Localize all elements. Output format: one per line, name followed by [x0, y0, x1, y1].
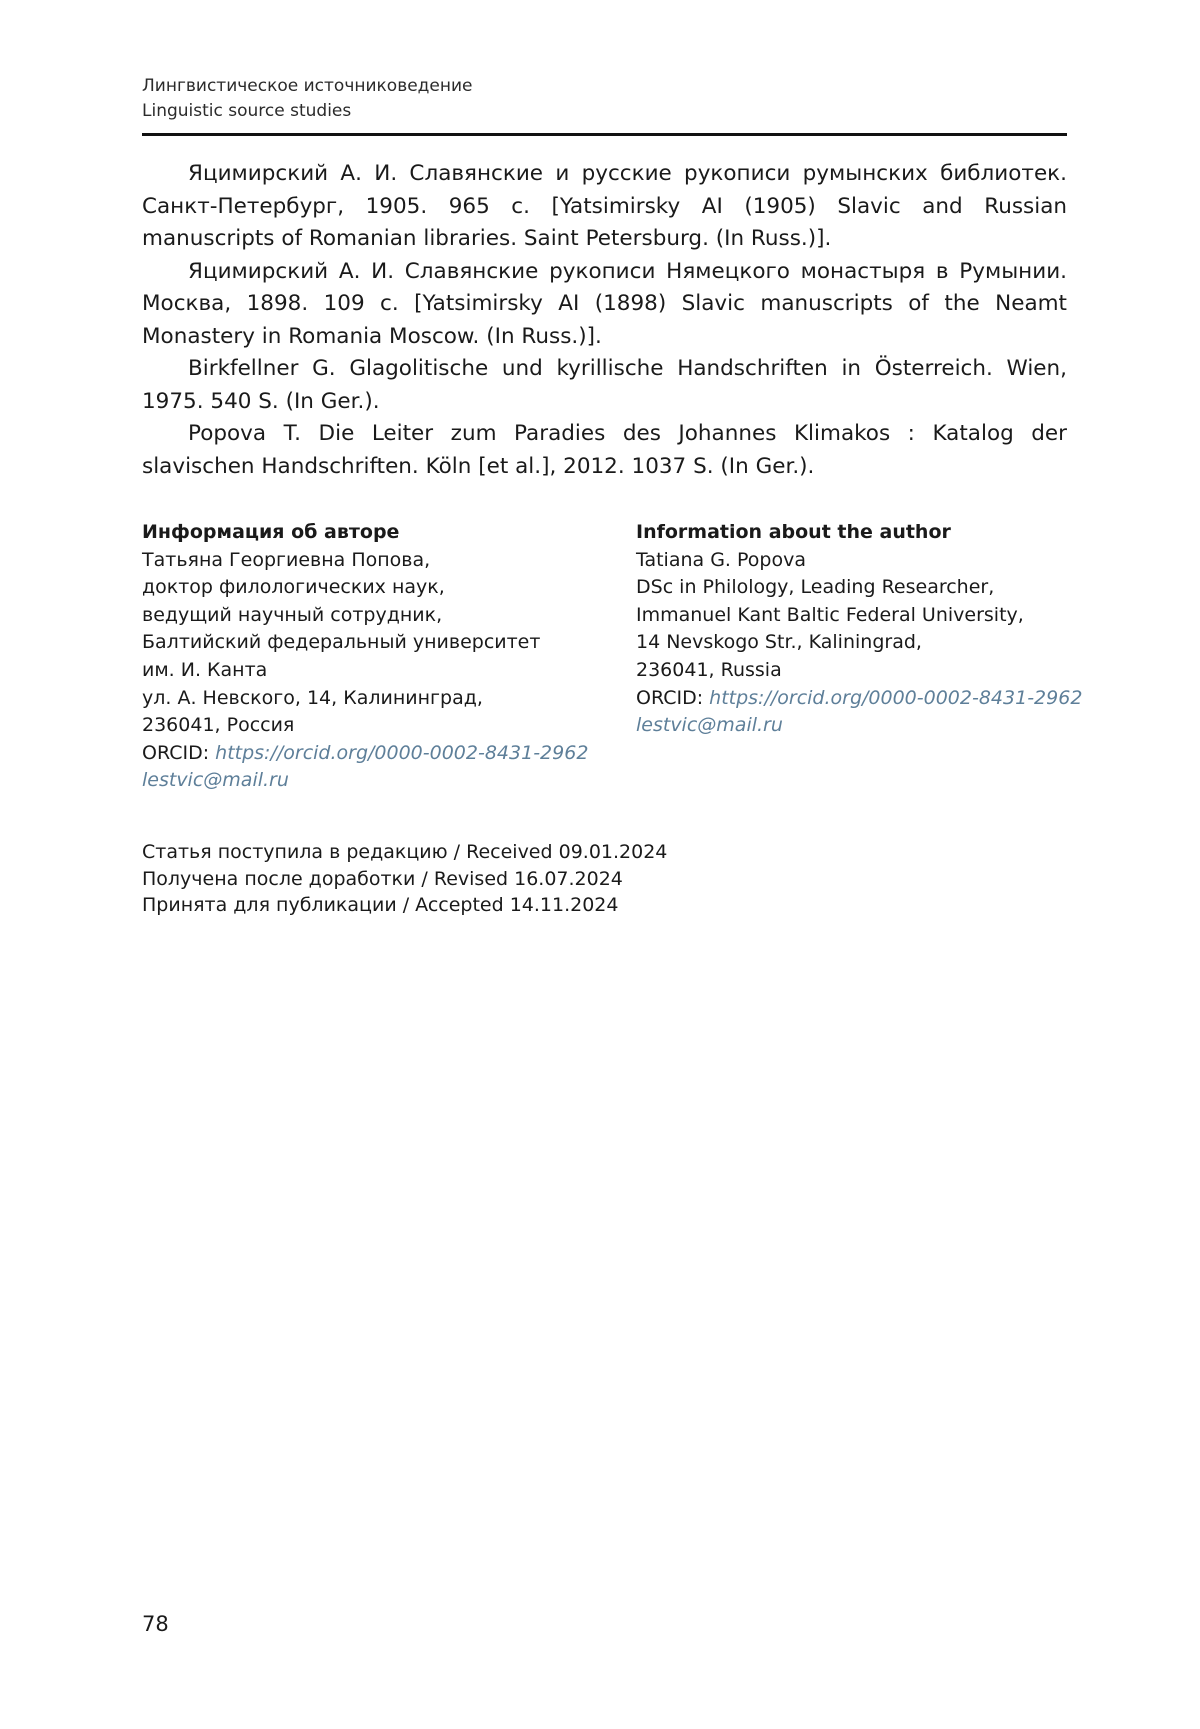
author-line: доктор филологических наук,: [142, 576, 445, 599]
author-line: ведущий научный сотрудник,: [142, 603, 443, 626]
orcid-link[interactable]: https://orcid.org/0000-0002-8431-2962: [709, 686, 1083, 709]
reference-item: Popova T. Die Leiter zum Paradies des Johannes Klimakos : Katalog der slavischen Handschriften. Köln [et al.], 2012. 1037 S. (In Ger.).: [142, 421, 1067, 479]
author-line: Татьяна Георгиевна Попова,: [142, 548, 431, 571]
reference-item: Birkfellner G. Glagolitische und kyrillische Handschriften in Österreich. Wien, 1975. 540 S. (In Ger.).: [142, 356, 1067, 414]
orcid-label: ORCID:: [636, 686, 710, 709]
header-title-en: Linguistic source studies: [142, 101, 352, 121]
running-header: [142, 74, 1066, 124]
header-divider: [142, 133, 1067, 136]
orcid-label: ORCID:: [142, 741, 216, 764]
email-link[interactable]: lestvic@mail.ru: [142, 769, 289, 792]
reference-list: [142, 158, 1067, 483]
reference-item: Яцимирский А. И. Славянские рукописи Нямецкого монастыря в Румынии. Москва, 1898. 109 с. [Yatsimirsky AI (1898) Slavic manuscripts of the Neamt Monastery in Romania Moscow. (In Russ.)].: [142, 258, 1067, 349]
author-line: ул. А. Невского, 14, Калининград,: [142, 686, 483, 709]
orcid-link[interactable]: https://orcid.org/0000-0002-8431-2962: [215, 741, 589, 764]
revised-date: Получена после доработки / Revised 16.07.2024: [142, 867, 623, 890]
header-title-ru: Лингвистическое источниковедение: [142, 76, 473, 96]
author-line: им. И. Канта: [142, 658, 268, 681]
author-info-ru: [142, 519, 622, 795]
email-link[interactable]: lestvic@mail.ru: [636, 714, 783, 737]
received-date: Статья поступила в редакцию / Received 09.01.2024: [142, 841, 668, 863]
page-number: 78: [142, 1612, 169, 1636]
author-line: 236041, Russia: [636, 658, 782, 681]
author-line: DSc in Philology, Leading Researcher,: [636, 576, 995, 599]
author-line: Immanuel Kant Baltic Federal University,: [636, 603, 1024, 626]
author-line: Tatiana G. Popova: [636, 548, 806, 571]
article-dates: [142, 839, 1042, 919]
reference-item: Яцимирский А. И. Славянские и русские рукописи румынских библиотек. Санкт-Петербург, 1905. 965 с. [Yatsimirsky AI (1905) Slavic and Russian manuscripts of Romanian libraries. Saint Petersburg. (In Russ.)].: [142, 161, 1067, 251]
author-heading-ru: Информация об авторе: [142, 521, 400, 543]
author-heading-en: Information about the author: [636, 521, 951, 543]
author-line: 236041, Россия: [142, 714, 295, 737]
accepted-date: Принята для публикации / Accepted 14.11.2024: [142, 894, 619, 916]
author-line: Балтийский федеральный университет: [142, 631, 541, 654]
author-line: 14 Nevskogo Str., Kaliningrad,: [636, 631, 922, 654]
orcid-line-ru: [142, 740, 622, 768]
orcid-line-en: [636, 685, 1116, 713]
author-info-en: [636, 519, 1116, 740]
